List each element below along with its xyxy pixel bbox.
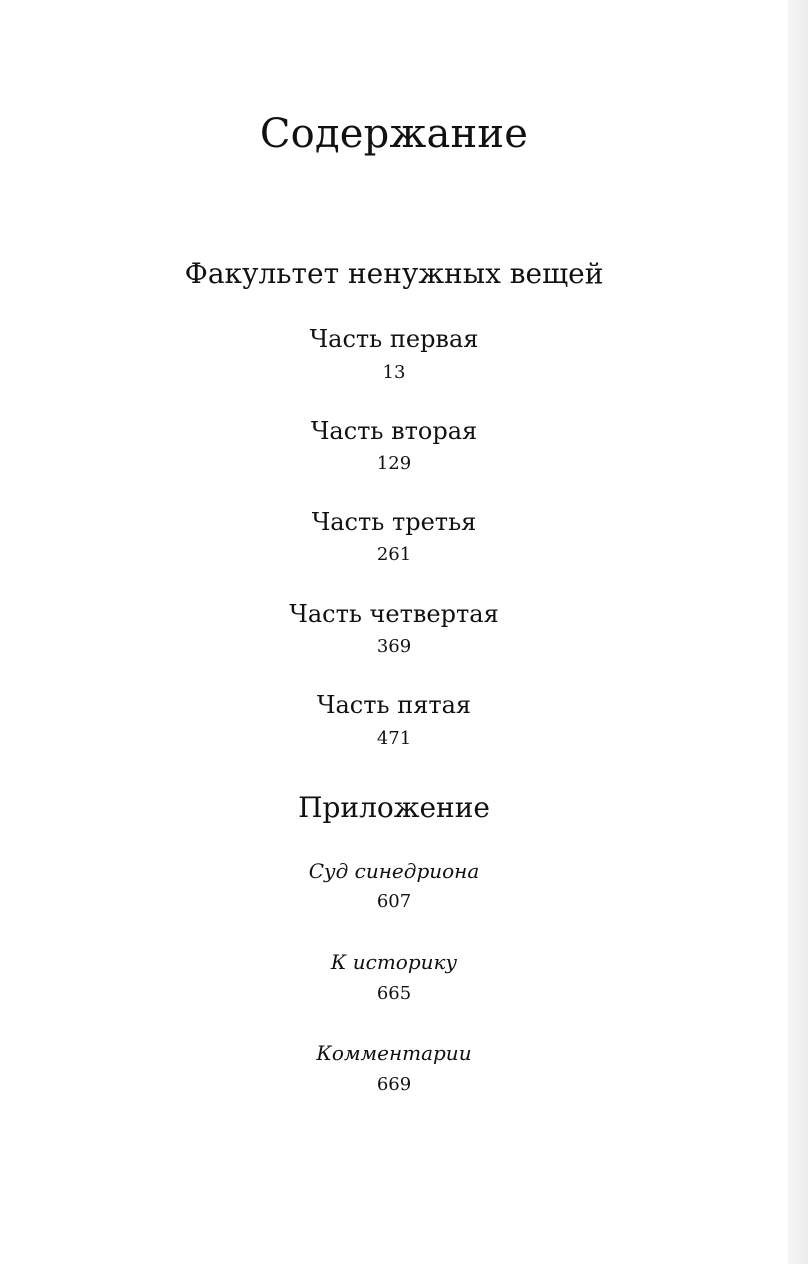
toc-part-5-title: Часть пятая [316, 691, 472, 719]
book-title: Факультет ненужных вещей [184, 257, 604, 290]
appendix-item-3-page: 669 [376, 1074, 412, 1095]
appendix-item-1-page: 607 [376, 891, 412, 912]
toc-part-2-page: 129 [376, 453, 412, 474]
toc-part-4-page: 369 [376, 636, 412, 657]
page-title: Содержание [259, 111, 529, 157]
toc-part-2-title: Часть вторая [310, 417, 478, 445]
toc-part-3-title: Часть третья [311, 508, 477, 536]
toc-part-1-title: Часть первая [309, 325, 479, 353]
toc-part-1-page: 13 [382, 362, 406, 383]
appendix-item-2-title: К историку [330, 950, 458, 974]
toc-part-5-page: 471 [376, 728, 412, 749]
page-edge [788, 0, 808, 1264]
appendix-item-1-title: Суд синедриона [308, 859, 480, 883]
appendix-item-2-page: 665 [376, 983, 412, 1004]
appendix-item-3-title: Комментарии [316, 1041, 472, 1065]
toc-part-3-page: 261 [376, 544, 412, 565]
toc-part-4-title: Часть четвертая [289, 600, 499, 628]
appendix-title: Приложение [298, 791, 490, 824]
